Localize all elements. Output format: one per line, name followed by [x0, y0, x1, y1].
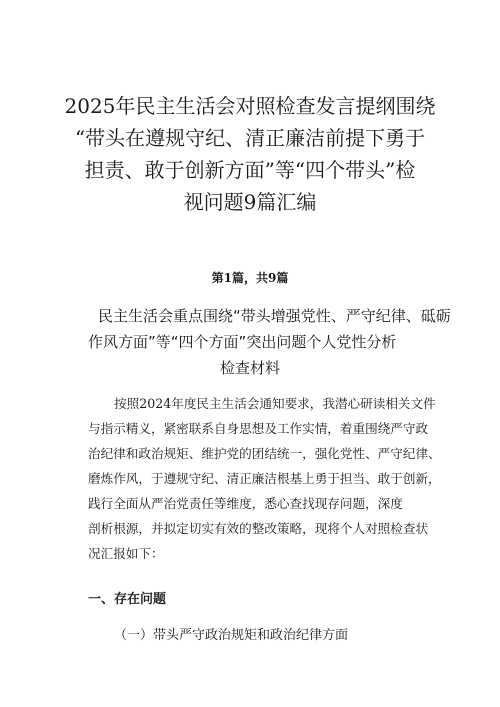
document-title-line-3: 担责、敢于创新方面”等“四个带头”检 [84, 158, 416, 182]
intro-paragraph-line-6: 剖析根源，并拟定切实有效的整改策略，现将个人对照检查状 [88, 521, 429, 536]
part-indicator: 第1篇，共9篇 [211, 271, 289, 285]
document-title-line-4: 视问题9篇汇编 [183, 190, 317, 214]
subtitle-line-3: 检查材料 [219, 359, 280, 377]
subtitle-line-1: 民主生活会重点围绕“带头增强党性、严守纪律、砥砺 [98, 307, 451, 325]
intro-paragraph-line-2: 与指示精义，紧密联系自身思想及工作实情，着重围绕严守政 [88, 421, 429, 436]
intro-paragraph-line-7: 况汇报如下： [88, 546, 164, 561]
subtitle-line-2: 作风方面”等“四个方面”突出问题个人党性分析 [88, 333, 397, 351]
intro-paragraph-line-1: 按照2024年度民主生活会通知要求，我潜心研读相关文件 [114, 396, 436, 411]
intro-paragraph-line-5: 践行全面从严治党责任等维度，悉心查找现存问题，深度 [88, 496, 403, 511]
subsection-heading: （一）带头严守政治规矩和政治纪律方面 [114, 628, 349, 643]
document-title-line-1: 2025年民主生活会对照检查发言提纲围绕 [64, 94, 436, 118]
intro-paragraph-line-4: 磨炼作风，于遵规守纪、清正廉洁根基上勇于担当、敢于创新， [88, 471, 441, 486]
section-heading: 一、存在问题 [88, 592, 167, 607]
intro-paragraph-line-3: 治纪律和政治规矩、维护党的团结统一，强化党性、严守纪律、 [88, 446, 441, 461]
document-title-line-2: “带头在遵规守纪、清正廉洁前提下勇于 [74, 126, 426, 150]
